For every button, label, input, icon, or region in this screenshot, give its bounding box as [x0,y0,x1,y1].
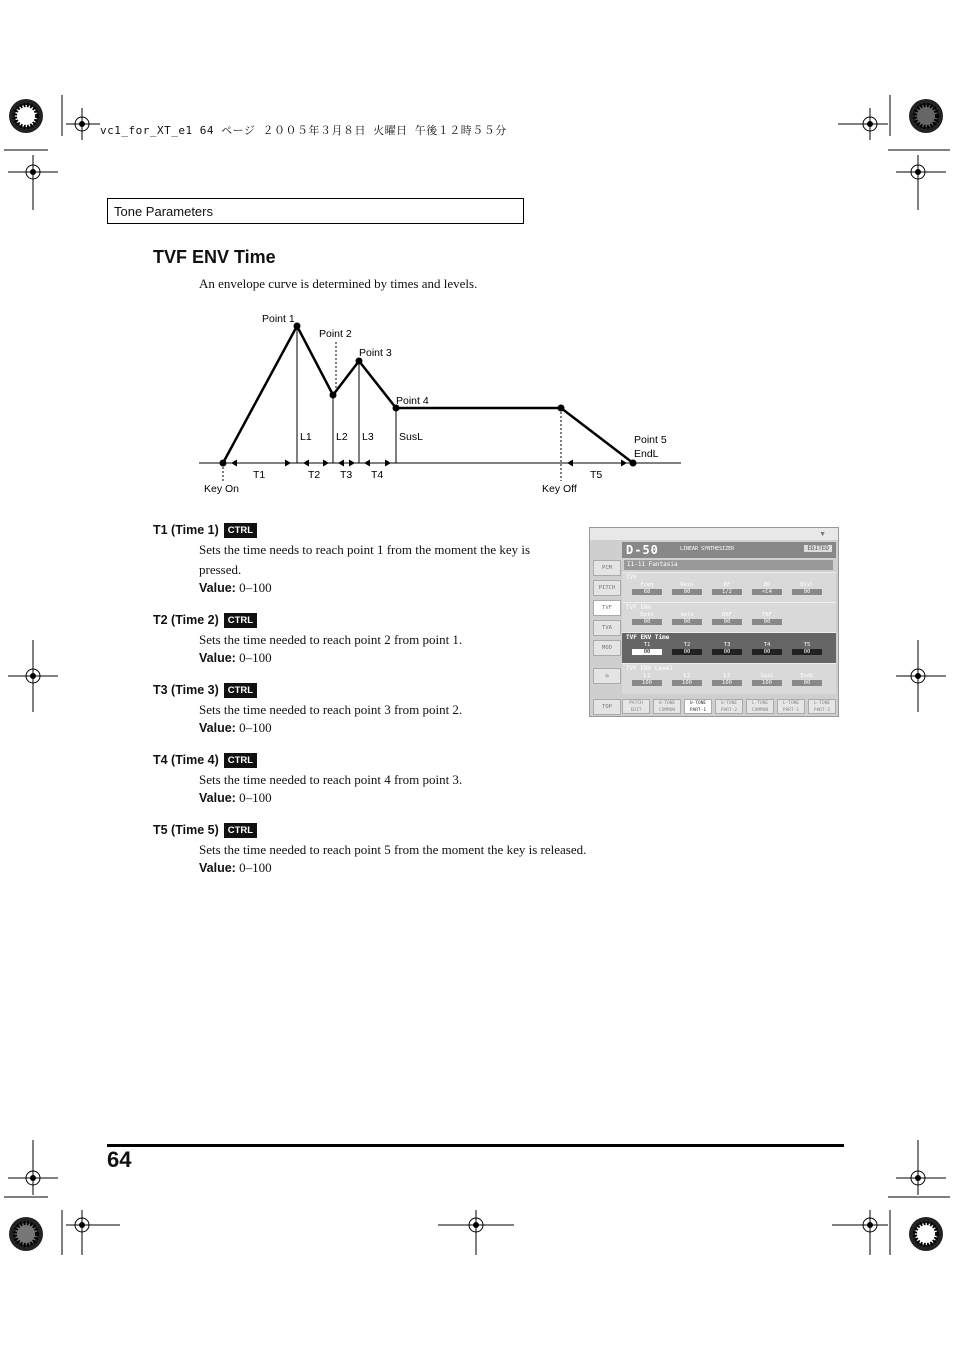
tab-u-tone-common[interactable]: U-TONE COMMON [653,699,681,714]
param-t3-desc: Sets the time needed to reach point 3 from point 2. [199,702,463,717]
param-value: 00 [792,680,822,686]
param-label: TKF [762,612,772,618]
intro-text: An envelope curve is determined by times and levels. [199,276,478,291]
l3-label: L3 [362,431,374,443]
param-label: BP [763,582,771,588]
param-value: 00 [752,649,782,655]
param-value: 00 [672,619,702,625]
param-value: 100 [712,680,742,686]
param-cell[interactable] [712,582,742,595]
patch-name: I1-11 Fantasia [624,560,833,570]
param-value: 00 [792,649,822,655]
section-title: TVF [626,574,637,581]
param-value: 100 [752,680,782,686]
param-t3-heading [153,683,257,698]
point2-label: Point 2 [319,328,352,340]
point4-label: Point 4 [396,395,429,407]
param-cell[interactable] [752,673,782,686]
synth-section-tvf-env-level [622,663,836,694]
point4-end-marker [558,405,565,412]
point5-label: Point 5 [634,434,667,446]
value-range: 0–100 [239,650,272,665]
param-value: 1/2 [712,589,742,595]
value-label: Value: [199,651,236,665]
tab-l-tone-common[interactable]: L-TONE COMMON [746,699,774,714]
param-cell[interactable] [752,642,782,655]
synth-screen-image [589,527,839,717]
synth-section-tvf-env [622,602,836,632]
tab-patch-edit[interactable]: PATCH EDIT [622,699,650,714]
param-t2-value [199,650,272,666]
param-value: <C4 [752,589,782,595]
param-label: T2 [683,642,691,648]
param-t4-title: T4 (Time 4) [153,753,219,767]
synth-title-bar [590,528,839,540]
param-t1-value [199,580,272,596]
t4-label: T4 [371,469,384,481]
page-number: 64 [107,1147,132,1172]
chevron-down-icon: ▼ [819,530,826,538]
param-t3-title: T3 (Time 3) [153,683,219,697]
value-label: Value: [199,861,236,875]
param-cell[interactable] [792,673,822,686]
param-value: 00 [712,649,742,655]
param-cell[interactable] [712,642,742,655]
param-cell[interactable] [632,582,662,595]
section-title: TVF ENV Time [153,247,276,267]
param-label: Freq [640,582,654,588]
point2-marker [330,392,337,399]
print-slug: vc1_for_XT_e1 64 ページ ２００５年３月８日 火曜日 午後１２時５５分 [100,124,507,137]
side-button-mod[interactable]: MOD [593,640,621,656]
section-title: TVF ENV Level [626,665,673,672]
param-t5-value [199,860,272,876]
point3-label: Point 3 [359,347,392,359]
synth-logo-bar [622,542,836,558]
param-value: 00 [792,589,822,595]
tab-l-tone-part-1[interactable]: L-TONE PART-1 [777,699,805,714]
param-label: Reso [680,582,694,588]
running-header [107,198,524,224]
value-range: 0–100 [239,720,272,735]
param-cell[interactable] [752,582,782,595]
edited-badge: EDITED [804,545,832,552]
param-label: KF [723,582,731,588]
section-title: TVF ENV [626,604,652,611]
key-on-marker [220,460,227,467]
synth-logo-sub: LINEAR SYNTHESIZER [680,546,735,552]
param-label: L2 [683,673,691,679]
param-t5-title: T5 (Time 5) [153,823,219,837]
param-t4-value [199,790,272,806]
param-cell[interactable] [632,642,662,655]
key-off-label: Key Off [542,483,577,495]
param-t1-title: T1 (Time 1) [153,523,219,537]
value-label: Value: [199,791,236,805]
ctrl-badge: CTRL [224,683,257,698]
param-label: SusL [760,673,774,679]
value-label: Value: [199,721,236,735]
param-label: T1 [643,642,651,648]
tab-u-tone-part-1[interactable]: U-TONE PART-1 [684,699,712,714]
param-t1-desc-line2: pressed. [199,562,242,577]
param-value: 00 [632,619,662,625]
param-t5-heading [153,823,257,838]
t2-label: T2 [308,469,321,481]
section-title: TVF ENV Time [626,634,670,641]
param-cell[interactable] [712,612,742,625]
param-value: 68 [632,589,662,595]
param-t2-heading [153,613,257,628]
param-cell[interactable] [712,673,742,686]
l2-label: L2 [336,431,348,443]
param-cell[interactable] [752,612,782,625]
param-cell[interactable] [632,612,662,625]
param-cell[interactable] [672,612,702,625]
susl-label: SusL [399,431,423,443]
param-value: 00 [672,589,702,595]
side-button-tva[interactable]: TVA [593,620,621,636]
ctrl-badge: CTRL [224,753,257,768]
param-t2-desc: Sets the time needed to reach point 2 from point 1. [199,632,463,647]
param-label: T5 [803,642,811,648]
point5-marker [630,460,637,467]
side-button-pitch[interactable]: PITCH [593,580,621,596]
key-on-label: Key On [204,483,240,495]
param-value: 00 [672,649,702,655]
ctrl-badge: CTRL [224,823,257,838]
synth-section-tvf [622,572,836,602]
t5-label: T5 [590,469,603,481]
point1-label: Point 1 [262,313,295,325]
ctrl-badge: CTRL [224,523,257,538]
synth-logo: D-50 [626,543,659,557]
value-range: 0–100 [239,790,272,805]
param-t3-value [199,720,272,736]
param-label: Blvl [800,582,814,588]
endl-label: EndL [634,448,659,460]
tab-l-tone-part-2[interactable]: L-TONE PART-2 [808,699,836,714]
param-cell[interactable] [792,642,822,655]
param-t4-desc: Sets the time needed to reach point 4 from point 3. [199,772,463,787]
param-label: L1 [643,673,651,679]
param-label: T4 [763,642,771,648]
param-cell[interactable] [672,582,702,595]
param-label: Dpth [640,612,654,618]
t3-label: T3 [340,469,353,481]
param-cell[interactable] [672,673,702,686]
param-cell[interactable] [792,582,822,595]
param-t1-heading [153,523,257,538]
param-label: EndL [800,673,814,679]
param-t1-desc [199,540,530,580]
param-value: 00 [712,619,742,625]
value-range: 0–100 [239,860,272,875]
param-t4-heading [153,753,257,768]
t1-label: T1 [253,469,266,481]
side-button-top[interactable]: TOP [593,699,621,715]
footer-rule [107,1144,844,1147]
envelope-diagram [195,305,695,500]
knob-icon[interactable]: ◎ [593,668,621,684]
param-value: 00 [632,649,662,655]
side-button-tvf[interactable]: TVF [593,600,621,616]
param-t5-desc: Sets the time needed to reach point 5 from the moment the key is released. [199,842,587,857]
running-header-label: Tone Parameters [114,204,213,219]
param-value: 100 [672,680,702,686]
value-range: 0–100 [239,580,272,595]
ctrl-badge: CTRL [224,613,257,628]
l1-label: L1 [300,431,312,443]
side-button-pcm[interactable]: PCM [593,560,621,576]
param-label: L3 [723,673,731,679]
param-t2-title: T2 (Time 2) [153,613,219,627]
param-value: 100 [632,680,662,686]
tab-u-tone-part-2[interactable]: U-TONE PART-2 [715,699,743,714]
param-value: 00 [752,619,782,625]
param-label: DKF [722,612,732,618]
param-cell[interactable] [672,642,702,655]
param-label: T3 [723,642,731,648]
param-t1-desc-line1: Sets the time needs to reach point 1 from the moment the key is [199,542,531,557]
param-cell[interactable] [632,673,662,686]
synth-section-tvf-env-time [622,632,836,663]
param-label: Velo [680,612,694,618]
value-label: Value: [199,581,236,595]
